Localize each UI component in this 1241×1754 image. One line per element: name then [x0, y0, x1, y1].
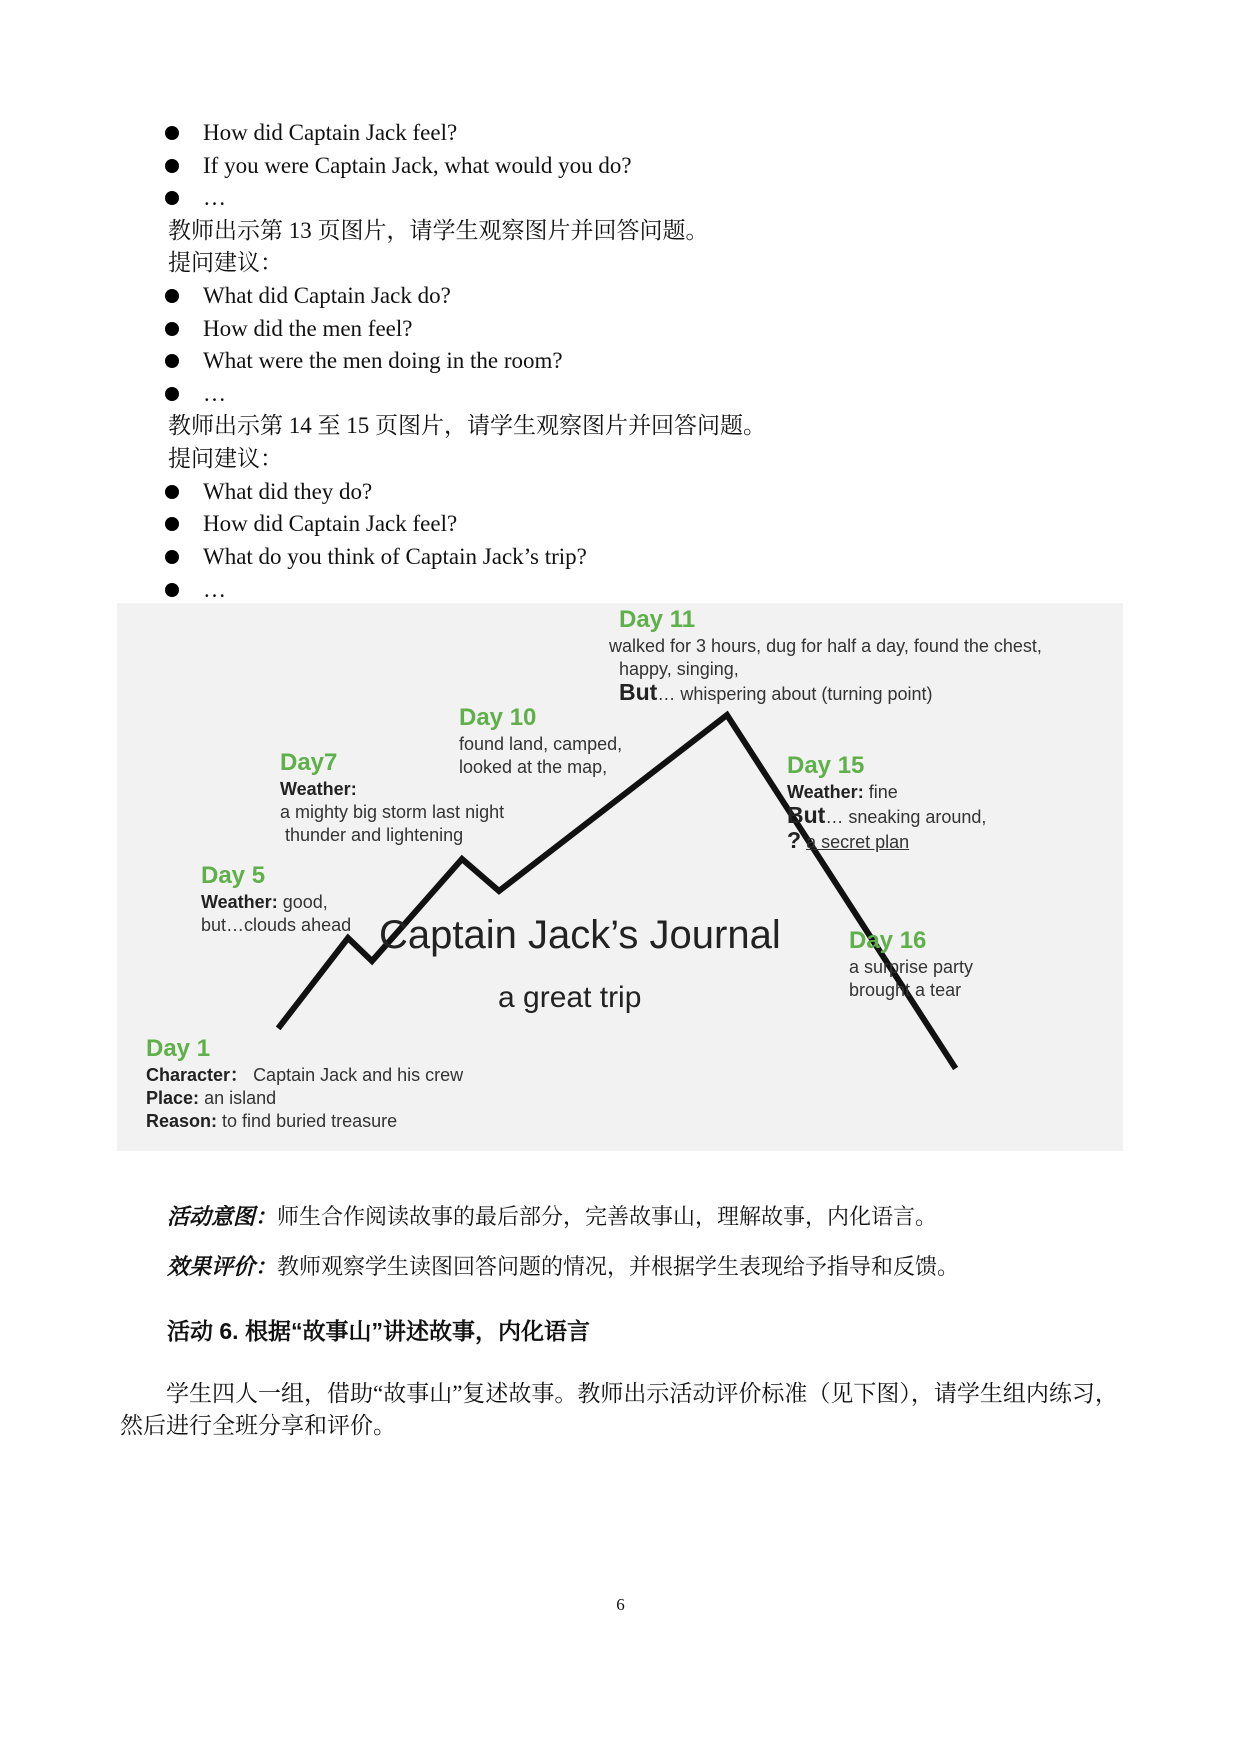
bullet-item — [160, 182, 1120, 215]
reason-label: Reason: — [146, 1111, 218, 1131]
weather-text: good, — [282, 892, 328, 912]
place-text: an island — [204, 1088, 277, 1108]
note-line: but…clouds ahead — [201, 915, 352, 935]
note-line: a mighty big storm last night — [280, 802, 505, 822]
suggestion-label: 提问建议： — [168, 445, 283, 471]
question-blocks — [160, 117, 1120, 606]
question-text: How did Captain Jack feel? — [203, 120, 458, 146]
note-line: … whispering about (turning point) — [657, 684, 933, 704]
bullet-icon — [165, 322, 179, 336]
question-text: How did the men feel? — [203, 315, 413, 341]
day1-note — [146, 1034, 463, 1133]
but-label: But — [619, 679, 658, 705]
suggestion-label: 提问建议： — [168, 250, 283, 276]
question-text: … — [203, 185, 226, 211]
note-line: … sneaking around, — [825, 807, 987, 827]
day11-note — [609, 605, 1042, 706]
intent-text: 师生合作阅读故事的最后部分，完善故事山，理解故事，内化语言。 — [277, 1204, 938, 1229]
bullet-icon — [165, 517, 179, 531]
question-text: If you were Captain Jack, what would you do? — [203, 152, 632, 178]
bullet-icon — [165, 289, 179, 303]
day-label: Day 15 — [787, 752, 865, 779]
bullet-item — [160, 476, 1120, 509]
bullet-item — [160, 573, 1120, 606]
weather-label: Weather: — [280, 779, 357, 799]
day5-note — [201, 861, 351, 937]
note-line: walked for 3 hours, dug for half a day, found the chest, — [609, 636, 1042, 656]
question-text: What did Captain Jack do? — [203, 283, 451, 309]
activity6-heading: 活动 6. 根据“故事山”讲述故事，内化语言 — [167, 1318, 590, 1344]
weather-text: fine — [868, 782, 898, 802]
bullet-item — [160, 280, 1120, 313]
question-text: … — [203, 381, 226, 407]
figure-title: Captain Jack’s Journal — [379, 913, 781, 957]
bullet-icon — [165, 191, 179, 205]
character-label: Character： — [146, 1065, 249, 1085]
day16-note — [849, 926, 973, 1002]
page-number: 6 — [616, 1595, 625, 1614]
day-label: Day 11 — [619, 606, 696, 633]
question-mark: ? — [787, 827, 802, 853]
day10-note — [459, 703, 622, 779]
question-text: What do you think of Captain Jack’s trip? — [203, 544, 587, 570]
day-label: Day 10 — [459, 704, 537, 731]
bullet-icon — [165, 550, 179, 564]
bullet-item — [160, 117, 1120, 150]
but-label: But — [787, 802, 826, 828]
bullet-icon — [165, 354, 179, 368]
teacher-instruction: 教师出示第 14 至 15 页图片，请学生观察图片并回答问题。 — [168, 413, 766, 439]
note-line: found land, camped, — [459, 734, 623, 754]
bullet-item — [160, 378, 1120, 411]
day-label: Day7 — [280, 749, 338, 776]
note-line: a secret plan — [806, 832, 910, 852]
evaluation-text: 教师观察学生读图回答问题的情况，并根据学生表现给予指导和反馈。 — [277, 1254, 960, 1279]
figure-subtitle: a great trip — [498, 981, 642, 1014]
bullet-item — [160, 150, 1120, 183]
reason-text: to find buried treasure — [222, 1111, 398, 1131]
bullet-icon — [165, 485, 179, 499]
question-text: What did they do? — [203, 478, 373, 504]
evaluation-label: 效果评价： — [167, 1254, 278, 1279]
bullet-icon — [165, 126, 179, 140]
question-text: … — [203, 576, 226, 602]
day-label: Day 16 — [849, 927, 927, 954]
bullet-item — [160, 508, 1120, 541]
place-label: Place: — [146, 1088, 200, 1108]
body-paragraph: 学生四人一组，借助“故事山”复述故事。教师出示活动评价标准（见下图），请学生组内练习，然后进行全班分享和评价。 — [120, 1381, 1118, 1438]
activity-intent — [167, 1200, 937, 1231]
bullet-icon — [165, 159, 179, 173]
day15-note — [787, 751, 986, 854]
story-mountain-figure — [117, 603, 1123, 1151]
question-text: How did Captain Jack feel? — [203, 511, 458, 537]
note-line: happy, singing, — [619, 659, 739, 679]
day-label: Day 5 — [201, 862, 266, 889]
bullet-item — [160, 313, 1120, 346]
bullet-item — [160, 345, 1120, 378]
evaluation — [167, 1250, 959, 1281]
bullet-item — [160, 541, 1120, 574]
day-label: Day 1 — [146, 1035, 211, 1062]
weather-label: Weather: — [201, 892, 278, 912]
note-line: thunder and lightening — [285, 825, 464, 845]
question-text: What were the men doing in the room? — [203, 348, 563, 374]
note-line: brought a tear — [849, 980, 962, 1000]
note-line: a surprise party — [849, 957, 974, 977]
character-text: Captain Jack and his crew — [253, 1065, 464, 1085]
intent-label: 活动意图： — [167, 1204, 278, 1229]
weather-label: Weather: — [787, 782, 864, 802]
bullet-icon — [165, 583, 179, 597]
teacher-instruction: 教师出示第 13 页图片，请学生观察图片并回答问题。 — [168, 217, 709, 243]
note-line: looked at the map, — [459, 757, 608, 777]
bullet-icon — [165, 387, 179, 401]
